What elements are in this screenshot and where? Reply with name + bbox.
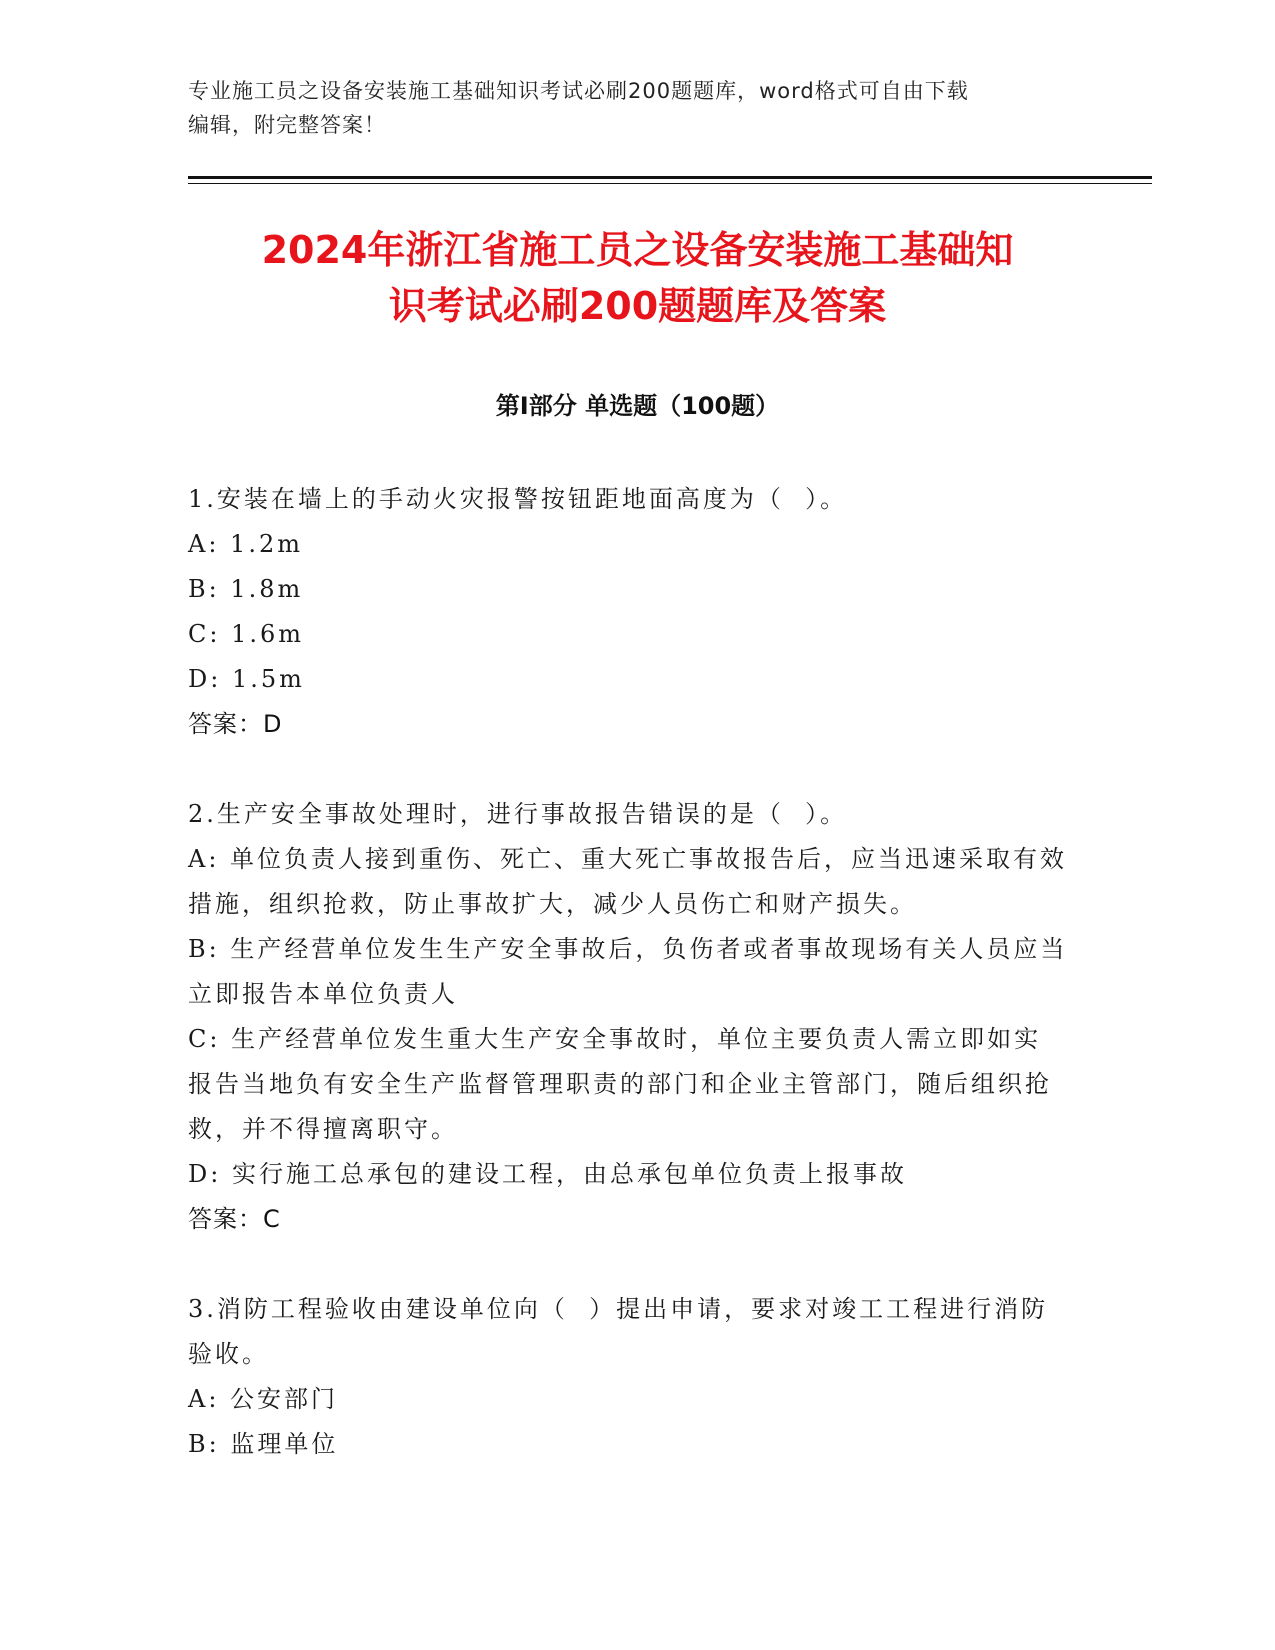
header-note-line-1: 专业施工员之设备安装施工基础知识考试必刷200题题库，word格式可自由下载 [188,79,969,103]
answer-label: 答案：C [188,1205,281,1233]
document-title [160,222,1115,334]
option-b: B: 生产经营单位发生生产安全事故后，负伤者或者事故现场有关人员应当立即报告本单位负责人 [188,935,1068,1008]
header-note [188,74,1088,142]
option-a: A: 公安部门 [188,1385,339,1413]
option-b: B: 1.8m [188,575,304,603]
question-1 [188,477,1068,747]
option-b: B: 监理单位 [188,1430,339,1458]
header-divider-thick [188,176,1152,179]
option-c: C: 1.6m [188,620,305,648]
header-divider-thin [188,183,1152,184]
question-3 [188,1287,1068,1467]
question-list [188,477,1068,1512]
section-heading: 第I部分 单选题（100题） [495,392,780,420]
question-2 [188,792,1068,1242]
question-stem: 2.生产安全事故处理时，进行事故报告错误的是（ ）。 [188,800,848,828]
document-title-line-2: 识考试必刷200题题库及答案 [388,284,887,328]
answer-label: 答案：D [188,710,283,738]
document-title-line-1: 2024年浙江省施工员之设备安装施工基础知 [261,228,1014,272]
option-a: A: 单位负责人接到重伤、死亡、重大死亡事故报告后，应当迅速采取有效措施，组织抢救，防止事故扩大，减少人员伤亡和财产损失。 [188,845,1068,918]
question-stem: 3.消防工程验收由建设单位向（ ）提出申请，要求对竣工工程进行消防验收。 [188,1295,1049,1368]
option-d: D: 1.5m [188,665,305,693]
question-stem: 1.安装在墙上的手动火灾报警按钮距地面高度为（ ）。 [188,485,848,513]
option-d: D: 实行施工总承包的建设工程，由总承包单位负责上报事故 [188,1160,907,1188]
header-note-line-2: 编辑，附完整答案！ [188,113,386,137]
option-a: A: 1.2m [188,530,303,558]
option-c: C: 生产经营单位发生重大生产安全事故时，单位主要负责人需立即如实报告当地负有安全生产监督管理职责的部门和企业主管部门，随后组织抢救，并不得擅离职守。 [188,1025,1052,1143]
